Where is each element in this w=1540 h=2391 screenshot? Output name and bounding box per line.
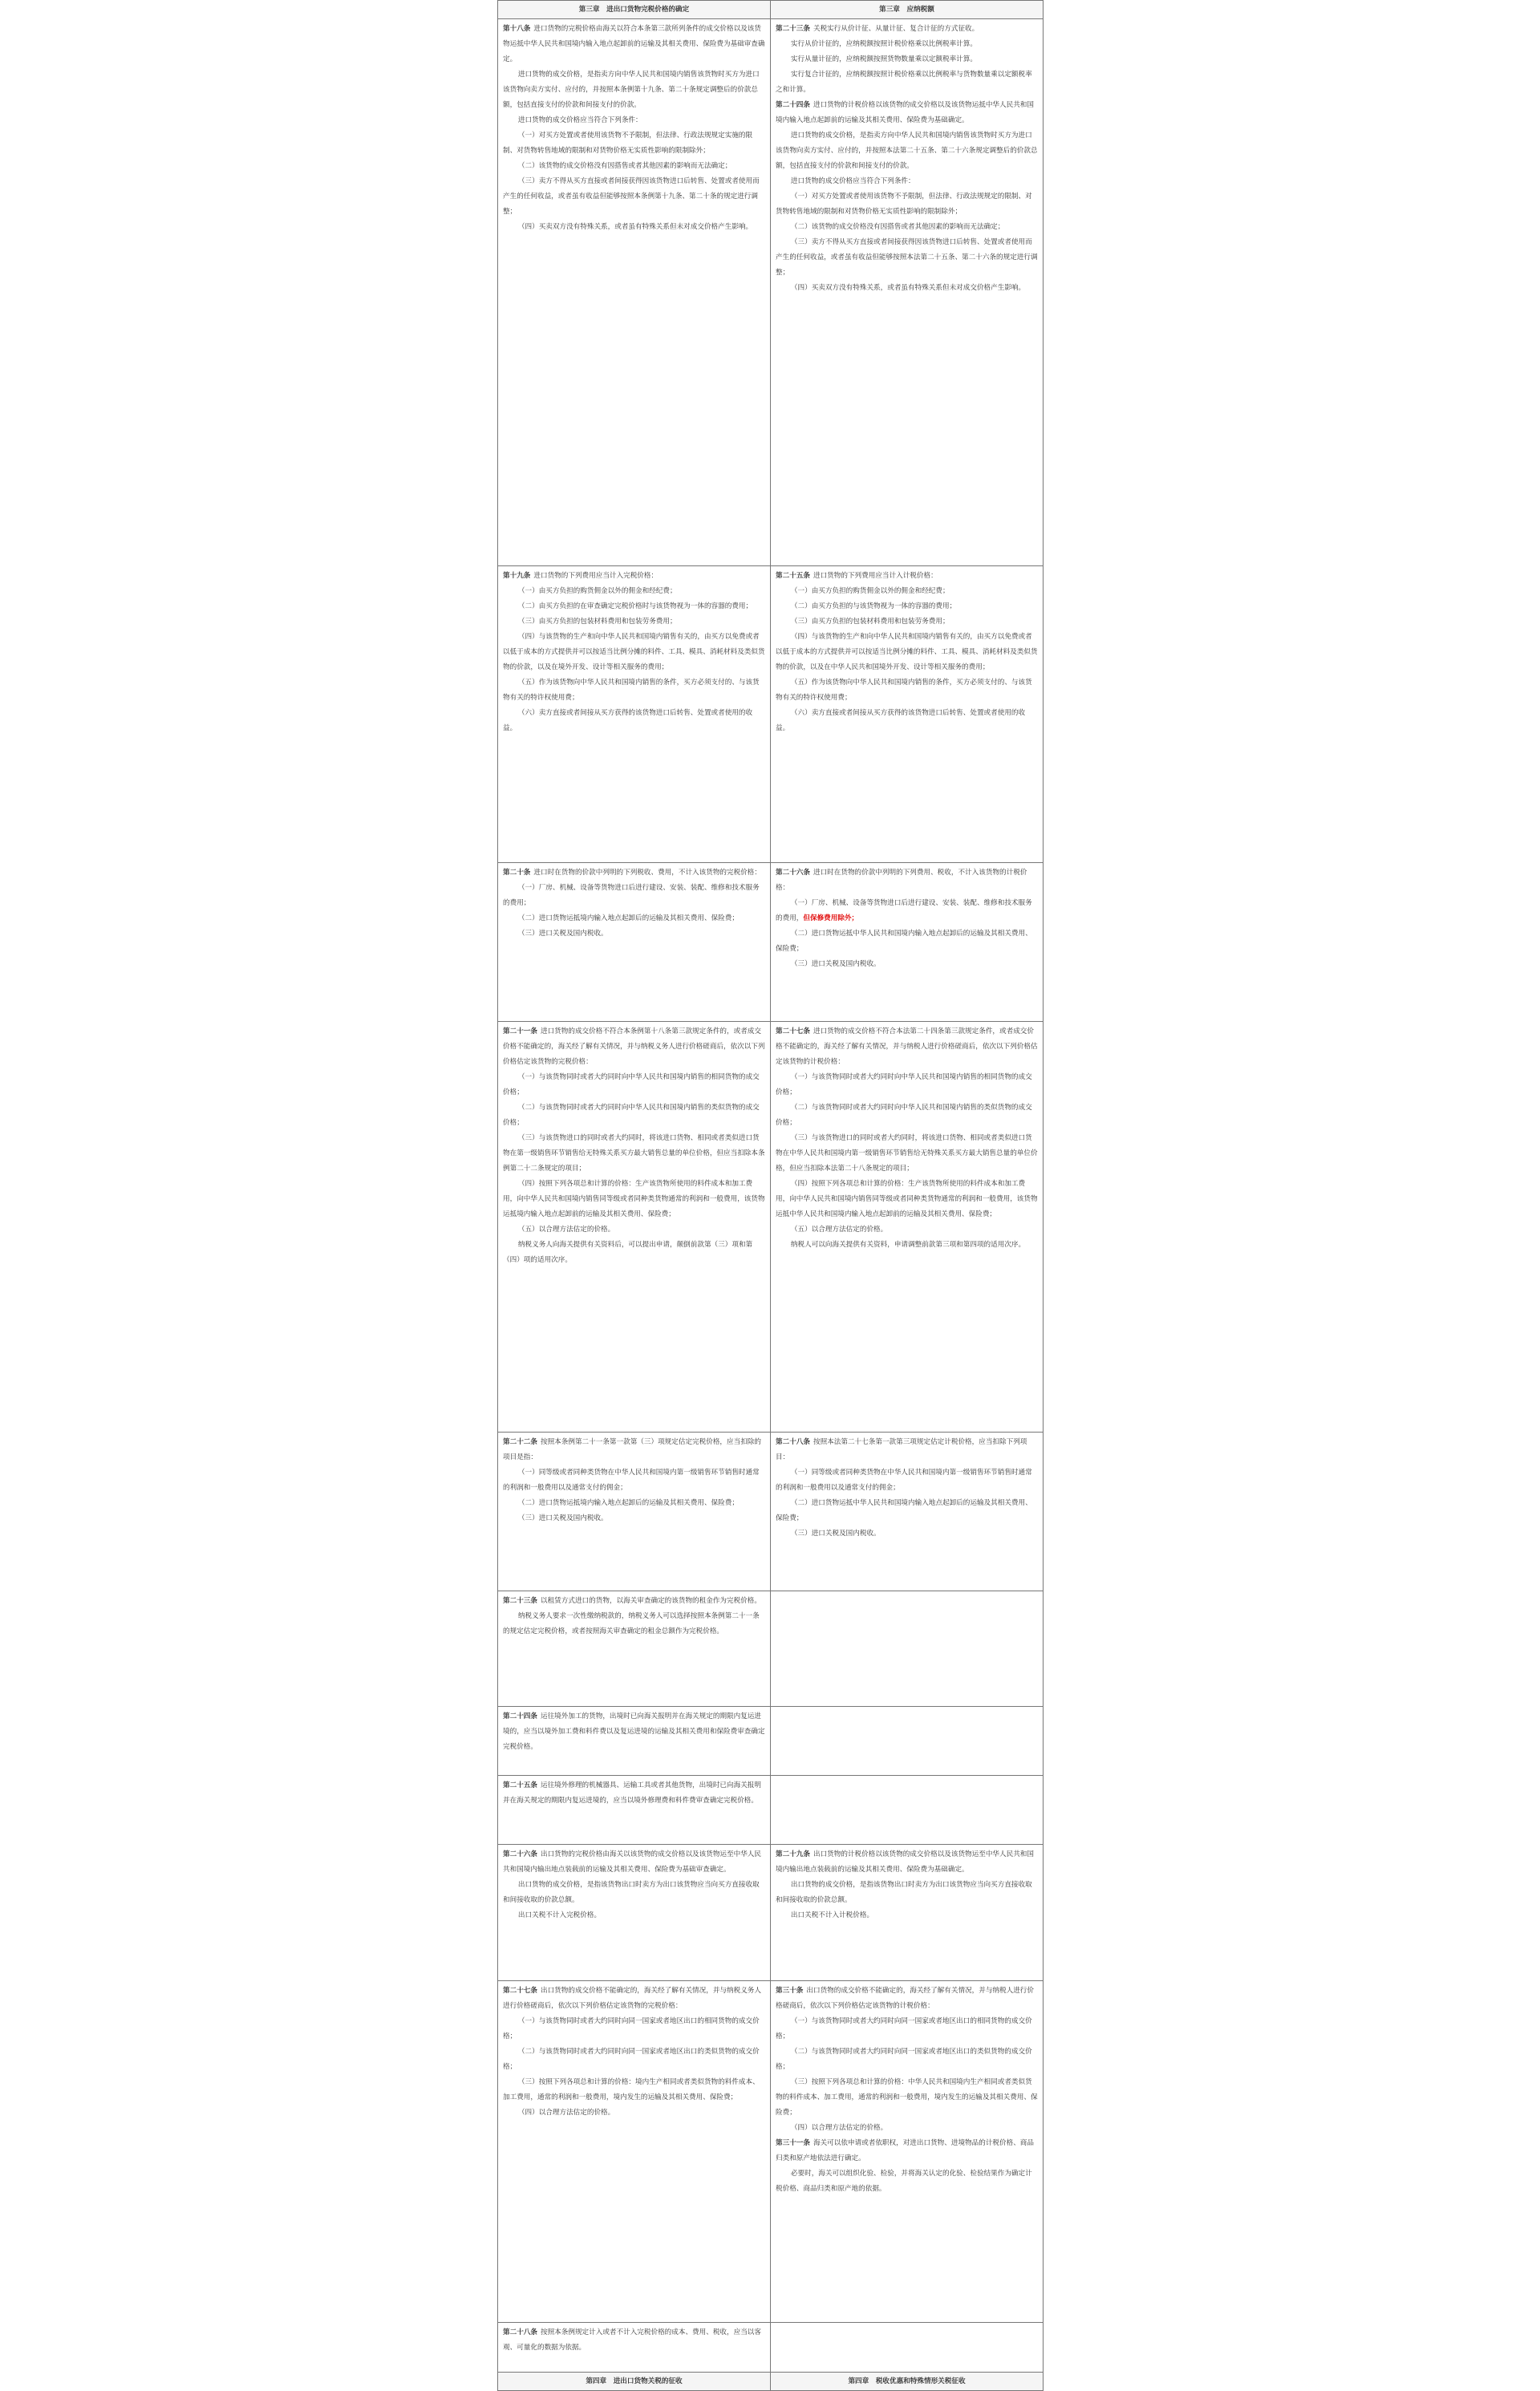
article-number: 第二十五条 [776, 572, 810, 580]
footer-right: 第四章 税收优惠和特殊情形关税征收 [771, 2373, 1044, 2391]
article-paragraph [503, 1435, 765, 1465]
paragraph-text: （二）与该货物同时或者大约同时向同一国家或者地区出口的类似货物的成交价格； [503, 2048, 760, 2071]
paragraph-text: （六）卖方直接或者间接从买方获得的该货物进口后转售、处置或者使用的收益。 [503, 709, 753, 732]
article-number: 第二十六条 [503, 1850, 537, 1858]
paragraph [503, 1238, 765, 1268]
paragraph-text: （四）以合理方法估定的价格。 [517, 2109, 615, 2117]
paragraph [503, 1609, 765, 1639]
right-cell [771, 566, 1044, 863]
paragraph-text: （四）以合理方法估定的价格。 [790, 2124, 888, 2132]
paragraph-text: （一）同等级或者同种类货物在中华人民共和国境内第一级销售环节销售时通常的利润和一般费用以及通常支付的佣金； [503, 1469, 760, 1492]
paragraph [503, 1465, 765, 1496]
right-cell [771, 19, 1044, 566]
paragraph [776, 1131, 1038, 1177]
paragraph [503, 630, 765, 675]
article-paragraph [503, 865, 765, 881]
article-paragraph [776, 22, 1038, 37]
paragraph-text: （四）按照下列各项总和计算的价格：生产该货物所使用的料件成本和加工费用，向中华人民共和国境内销售同等级或者同种类货物通常的利润和一般费用，该货物运抵境内输入地点起卸前的运输及其相关费用、保险费； [503, 1180, 765, 1218]
paragraph-text: 运往境外修理的机械器具、运输工具或者其他货物，出境时已向海关报明并在海关规定的期限内复运进境的，应当以境外修理费和料件费审查确定完税价格。 [503, 1781, 761, 1805]
table-row [498, 1707, 1044, 1776]
table-row [498, 1776, 1044, 1845]
paragraph-text: （一）厂房、机械、设备等货物进口后进行建设、安装、装配、维修和技术服务的费用， [776, 899, 1032, 922]
paragraph [776, 926, 1038, 957]
right-cell [771, 1707, 1044, 1776]
left-cell [498, 1845, 771, 1981]
paragraph [776, 957, 1038, 972]
paragraph [776, 220, 1038, 235]
paragraph-text: （二）进口货物运抵境内输入地点起卸后的运输及其相关费用、保险费； [517, 914, 739, 922]
left-cell [498, 566, 771, 863]
paragraph [776, 1526, 1038, 1542]
paragraph [503, 1511, 765, 1526]
highlighted-text: 但保修费用除外； [803, 914, 859, 922]
article-paragraph [503, 22, 765, 67]
paragraph-text: （五）作为该货物向中华人民共和国境内销售的条件，买方必须支付的、与该货物有关的特许权使用费； [503, 679, 760, 702]
paragraph-text: 进口货物的成交价格，是指卖方向中华人民共和国境内销售该货物时买方为进口该货物向卖方实付、应付的，并按照本条例第十九条、第二十条规定调整后的价款总额，包括直接支付的价款和间接支付的价款。 [503, 71, 760, 109]
paragraph-text: （四）与该货物的生产和向中华人民共和国境内销售有关的，由买方以免费或者以低于成本的方式提供并可以按适当比例分摊的料件、工具、模具、消耗材料及类似货物的价款，以及在中华人民共和国境外开发、设计等相关服务的费用； [776, 633, 1038, 671]
paragraph-text: 出口货物的成交价格不能确定的，海关经了解有关情况，并与纳税义务人进行价格磋商后，依次以下列价格估定该货物的完税价格： [503, 1987, 761, 2010]
left-cell [498, 1776, 771, 1845]
table-body [498, 19, 1044, 2373]
paragraph-text: 按照本条例规定计入或者不计入完税价格的成本、费用、税收，应当以客观、可量化的数据为依据。 [503, 2328, 761, 2352]
paragraph [503, 220, 765, 235]
table-row [498, 2323, 1044, 2373]
paragraph [776, 1465, 1038, 1496]
paragraph-text: （三）由买方负担的包装材料费用和包装劳务费用； [517, 618, 677, 626]
right-cell [771, 863, 1044, 1022]
comparison-table [497, 0, 1044, 2391]
paragraph [776, 1222, 1038, 1238]
paragraph [776, 52, 1038, 67]
paragraph [776, 584, 1038, 599]
paragraph [503, 2014, 765, 2045]
paragraph-text: 出口关税不计入计税价格。 [790, 1911, 874, 1919]
paragraph-text: 进口时在货物的价款中列明的下列税收、费用，不计入该货物的完税价格： [533, 869, 761, 877]
paragraph-text: 按照本条例第二十一条第一款第（三）项规定估定完税价格，应当扣除的项目是指： [503, 1438, 761, 1461]
article-paragraph [776, 569, 1038, 584]
paragraph-text: 进口货物的成交价格不符合本条例第十八条第三款规定条件的，或者成交价格不能确定的，海关经了解有关情况，并与纳税义务人进行价格磋商后，依次以下列价格估定该货物的完税价格： [503, 1027, 765, 1066]
article-paragraph [776, 98, 1038, 128]
paragraph [776, 1238, 1038, 1253]
paragraph [776, 599, 1038, 614]
article-paragraph [503, 1024, 765, 1070]
paragraph-text: 必要时，海关可以组织化验、检验，并将海关认定的化验、检验结果作为确定计税价格、商品归类和原产地的依据。 [776, 2170, 1032, 2193]
paragraph-text: （二）进口货物运抵中华人民共和国境内输入地点起卸后的运输及其相关费用、保险费； [776, 1499, 1032, 1522]
article-paragraph [503, 1984, 765, 2014]
paragraph-text: 出口货物的计税价格以该货物的成交价格以及该货物运至中华人民共和国境内输出地点装载前的运输及其相关费用、保险费为基础确定。 [776, 1850, 1034, 1874]
article-paragraph [503, 1594, 765, 1609]
paragraph [503, 2105, 765, 2121]
paragraph-text: （二）由买方负担的在审查确定完税价格时与该货物视为一体的容器的费用； [517, 602, 753, 610]
paragraph [503, 1070, 765, 1100]
left-cell [498, 19, 771, 566]
paragraph [503, 584, 765, 599]
paragraph-text: （四）与该货物的生产和向中华人民共和国境内销售有关的，由买方以免费或者以低于成本的方式提供并可以按适当比例分摊的料件、工具、模具、消耗材料及类似货物的价款，以及在境外开发、设计等相关服务的费用； [503, 633, 765, 671]
paragraph-text: （三）进口关税及国内税收。 [790, 960, 881, 968]
paragraph-text: （二）由买方负担的与该货物视为一体的容器的费用； [790, 602, 957, 610]
article-number: 第二十八条 [776, 1438, 810, 1446]
paragraph-text: （一）与该货物同时或者大约同时向中华人民共和国境内销售的相同货物的成交价格； [503, 1073, 760, 1096]
paragraph [503, 1878, 765, 1908]
paragraph-text: 纳税义务人向海关提供有关资料后，可以提出申请，颠倒前款第（三）项和第（四）项的适用次序。 [503, 1241, 753, 1264]
article-number: 第十九条 [503, 572, 531, 580]
comparison-table-wrapper [497, 0, 1043, 2391]
paragraph-text: 以租赁方式进口的货物，以海关审查确定的该货物的租金作为完税价格。 [540, 1597, 761, 1605]
paragraph [503, 926, 765, 942]
paragraph-text: 进口时在货物的价款中列明的下列费用、税收，不计入该货物的计税价格： [776, 869, 1027, 892]
right-cell [771, 1845, 1044, 1981]
paragraph-text: （一）同等级或者同种类货物在中华人民共和国境内第一级销售环节销售时通常的利润和一般费用以及通常支付的佣金； [776, 1469, 1032, 1492]
paragraph-text: 按照本法第二十七条第一款第三项规定估定计税价格，应当扣除下列项目： [776, 1438, 1027, 1461]
paragraph [776, 1908, 1038, 1923]
header-right: 第三章 应纳税额 [771, 1, 1044, 19]
table-row [498, 1022, 1044, 1433]
article-number: 第二十七条 [776, 1027, 810, 1035]
paragraph-text: （三）进口关税及国内税收。 [517, 930, 608, 938]
table-row [498, 1845, 1044, 1981]
paragraph-text: 海关可以依申请或者依职权，对进出口货物、进境物品的计税价格、商品归类和原产地依法进行确定。 [776, 2139, 1034, 2162]
table-row [498, 1591, 1044, 1707]
paragraph-text: （一）对买方处置或者使用该货物不予限制，但法律、行政法规规定实施的限制、对货物转售地域的限制和对货物价格无实质性影响的限制除外； [503, 132, 753, 155]
paragraph-text: 出口货物的完税价格由海关以该货物的成交价格以及该货物运至中华人民共和国境内输出地点装载前的运输及其相关费用、保险费为基础审查确定。 [503, 1850, 761, 1874]
article-number: 第三十条 [776, 1987, 804, 1995]
paragraph [503, 2075, 765, 2105]
paragraph-text: 出口货物的成交价格，是指该货物出口时卖方为出口该货物应当向买方直接收取和间接收取的价款总额。 [776, 1881, 1032, 1904]
paragraph [503, 911, 765, 926]
paragraph [776, 1100, 1038, 1131]
paragraph [503, 881, 765, 911]
left-cell [498, 2323, 771, 2373]
footer-left: 第四章 进出口货物关税的征收 [498, 2373, 771, 2391]
paragraph-text: 实行从价计征的，应纳税额按照计税价格乘以比例税率计算。 [790, 40, 977, 48]
article-paragraph [503, 1847, 765, 1878]
paragraph-text: （三）卖方不得从买方直接或者间接获得因该货物进口后转售、处置或者使用而产生的任何收益，或者虽有收益但能够按照本条例第十九条、第二十条的规定进行调整； [503, 177, 760, 216]
paragraph-text: （二）与该货物同时或者大约同时向同一国家或者地区出口的类似货物的成交价格； [776, 2048, 1032, 2071]
article-paragraph [776, 1847, 1038, 1878]
paragraph-text: （四）按照下列各项总和计算的价格：生产该货物所使用的料件成本和加工费用，向中华人民共和国境内销售同等级或者同种类货物通常的利润和一般费用，该货物运抵中华人民共和国境内输入地点起卸前的运输及其相关费用、保险费； [776, 1180, 1038, 1218]
paragraph [776, 675, 1038, 706]
paragraph-text: （五）以合理方法估定的价格。 [790, 1226, 888, 1234]
paragraph-text: （五）作为该货物向中华人民共和国境内销售的条件，买方必须支付的、与该货物有关的特许权使用费； [776, 679, 1032, 702]
paragraph-text: 进口货物的完税价格由海关以符合本条第三款所列条件的成交价格以及该货物运抵中华人民共和国境内输入地点起卸前的运输及其相关费用、保险费为基础审查确定。 [503, 25, 765, 63]
article-number: 第三十一条 [776, 2139, 810, 2147]
paragraph [776, 37, 1038, 52]
paragraph [776, 189, 1038, 220]
paragraph-text: （三）与该货物进口的同时或者大约同时，将该进口货物、相同或者类似进口货物在第一级销售环节销售给无特殊关系买方最大销售总量的单位价格，但应当扣除本条例第二十二条规定的项目； [503, 1134, 765, 1173]
paragraph-text: （三）卖方不得从买方直接或者间接获得因该货物进口后转售、处置或者使用而产生的任何收益，或者虽有收益但能够按照本法第二十五条、第二十六条的规定进行调整； [776, 238, 1038, 277]
paragraph [776, 174, 1038, 189]
paragraph [776, 614, 1038, 630]
table-row [498, 566, 1044, 863]
paragraph [776, 67, 1038, 98]
chapter-footer-row [498, 2373, 1044, 2391]
paragraph-text: 关税实行从价计征、从量计征、复合计征的方式征收。 [813, 25, 979, 33]
paragraph [776, 1878, 1038, 1908]
article-paragraph [503, 2325, 765, 2356]
paragraph-text: （五）以合理方法估定的价格。 [517, 1226, 615, 1234]
article-number: 第二十五条 [503, 1781, 537, 1789]
article-number: 第二十六条 [776, 869, 810, 877]
article-number: 第二十四条 [776, 101, 810, 109]
paragraph-text: （一）与该货物同时或者大约同时向同一国家或者地区出口的相同货物的成交价格； [503, 2017, 760, 2040]
paragraph [503, 1177, 765, 1222]
paragraph-text: （一）与该货物同时或者大约同时向同一国家或者地区出口的相同货物的成交价格； [776, 2017, 1032, 2040]
paragraph [503, 614, 765, 630]
paragraph [776, 281, 1038, 296]
paragraph-text: （二）该货物的成交价格没有因搭售或者其他因素的影响而无法确定； [790, 223, 1005, 231]
paragraph-text: 实行复合计征的，应纳税额按照计税价格乘以比例税率与货物数量乘以定额税率之和计算。 [776, 71, 1032, 94]
paragraph-text: 出口货物的成交价格不能确定的，海关经了解有关情况，并与纳税人进行价格磋商后，依次以下列价格估定该货物的计税价格： [776, 1987, 1034, 2010]
paragraph [776, 630, 1038, 675]
paragraph-text: 进口货物的计税价格以该货物的成交价格以及该货物运抵中华人民共和国境内输入地点起卸前的运输及其相关费用、保险费为基础确定。 [776, 101, 1034, 124]
paragraph-text: （三）按照下列各项总和计算的价格：中华人民共和国境内生产相同或者类似货物的料件成本、加工费用，通常的利润和一般费用，境内发生的运输及其相关费用、保险费； [776, 2078, 1038, 2117]
paragraph [776, 706, 1038, 736]
paragraph-text: （四）买卖双方没有特殊关系，或者虽有特殊关系但未对成交价格产生影响。 [790, 284, 1026, 292]
paragraph-text: （一）对买方处置或者使用该货物不予限制，但法律、行政法规规定的限制、对货物转售地域的限制和对货物价格无实质性影响的限制除外； [776, 192, 1032, 216]
article-number: 第二十七条 [503, 1987, 537, 1995]
paragraph [503, 174, 765, 220]
paragraph-text: 出口关税不计入完税价格。 [517, 1911, 602, 1919]
paragraph [503, 1131, 765, 1177]
right-cell [771, 1981, 1044, 2323]
right-cell [771, 1022, 1044, 1433]
paragraph [503, 1908, 765, 1923]
table-row [498, 863, 1044, 1022]
table-row [498, 1981, 1044, 2323]
paragraph-text: （三）进口关税及国内税收。 [517, 1514, 608, 1522]
article-paragraph [776, 1435, 1038, 1465]
article-paragraph [503, 1709, 765, 1755]
left-cell [498, 1022, 771, 1433]
paragraph-text: 进口货物的下列费用应当计入完税价格： [533, 572, 659, 580]
article-number: 第二十九条 [776, 1850, 810, 1858]
left-cell [498, 1981, 771, 2323]
article-number: 第二十一条 [503, 1027, 537, 1035]
paragraph [776, 2075, 1038, 2121]
article-paragraph [776, 1984, 1038, 2014]
article-number: 第十八条 [503, 25, 531, 33]
paragraph-text: （二）进口货物运抵中华人民共和国境内输入地点起卸后的运输及其相关费用、保险费； [776, 930, 1032, 953]
paragraph [776, 896, 1038, 926]
left-cell [498, 863, 771, 1022]
paragraph [503, 706, 765, 736]
paragraph-text: 纳税义务人要求一次性缴纳税款的，纳税义务人可以选择按照本条例第二十一条的规定估定完税价格，或者按照海关审查确定的租金总额作为完税价格。 [503, 1612, 760, 1635]
paragraph [776, 1496, 1038, 1526]
article-paragraph [776, 1024, 1038, 1070]
paragraph-text: （三）按照下列各项总和计算的价格：境内生产相同或者类似货物的料件成本、加工费用，通常的利润和一般费用，境内发生的运输及其相关费用、保险费； [503, 2078, 760, 2101]
paragraph [503, 1222, 765, 1238]
paragraph-text: 进口货物的成交价格，是指卖方向中华人民共和国境内销售该货物时买方为进口该货物向卖方实付、应付的，并按照本法第二十五条、第二十六条规定调整后的价款总额，包括直接支付的价款和间接支付的价款。 [776, 132, 1038, 170]
right-cell [771, 2323, 1044, 2373]
paragraph-text: 进口货物的成交价格应当符合下列条件： [790, 177, 915, 185]
paragraph [776, 235, 1038, 281]
paragraph-text: （一）厂房、机械、设备等货物进口后进行建设、安装、装配、维修和技术服务的费用； [503, 884, 760, 907]
chapter-header-row [498, 1, 1044, 19]
paragraph [503, 159, 765, 174]
paragraph [776, 2014, 1038, 2045]
paragraph [776, 2045, 1038, 2075]
article-number: 第二十条 [503, 869, 531, 877]
left-cell [498, 1591, 771, 1707]
paragraph [503, 1100, 765, 1131]
paragraph [503, 2045, 765, 2075]
paragraph [503, 599, 765, 614]
paragraph-text: 进口货物的成交价格应当符合下列条件： [517, 116, 642, 124]
article-paragraph [503, 1778, 765, 1809]
paragraph [776, 1177, 1038, 1222]
paragraph-text: 纳税人可以向海关提供有关资料，申请调整前款第三项和第四项的适用次序。 [790, 1241, 1026, 1249]
paragraph-text: 实行从量计征的，应纳税额按照货物数量乘以定额税率计算。 [790, 55, 977, 63]
right-cell [771, 1433, 1044, 1591]
paragraph-text: （二）进口货物运抵境内输入地点起卸后的运输及其相关费用、保险费； [517, 1499, 739, 1507]
table-row [498, 1433, 1044, 1591]
paragraph-text: （三）与该货物进口的同时或者大约同时，将该进口货物、相同或者类似进口货物在中华人民共和国境内第一级销售环节销售给无特殊关系买方最大销售总量的单位价格，但应当扣除本法第二十八条规定的项目； [776, 1134, 1038, 1173]
paragraph [776, 2166, 1038, 2197]
paragraph [503, 113, 765, 128]
paragraph-text: （一）与该货物同时或者大约同时向中华人民共和国境内销售的相同货物的成交价格； [776, 1073, 1032, 1096]
paragraph-text: （三）进口关税及国内税收。 [790, 1530, 881, 1538]
paragraph-text: （二）与该货物同时或者大约同时向中华人民共和国境内销售的类似货物的成交价格； [503, 1104, 760, 1127]
article-paragraph [776, 865, 1038, 896]
paragraph-text: （一）由买方负担的购货佣金以外的佣金和经纪费； [517, 587, 677, 595]
article-paragraph [776, 2136, 1038, 2166]
article-paragraph [503, 569, 765, 584]
paragraph-text: 运往境外加工的货物，出境时已向海关报明并在海关规定的期限内复运进境的，应当以境外加工费和料件费以及复运进境的运输及其相关费用和保险费审查确定完税价格。 [503, 1712, 765, 1751]
paragraph-text: （二）该货物的成交价格没有因搭售或者其他因素的影响而无法确定； [517, 162, 732, 170]
paragraph [776, 1070, 1038, 1100]
table-row [498, 19, 1044, 566]
paragraph-text: （三）由买方负担的包装材料费用和包装劳务费用； [790, 618, 950, 626]
paragraph [503, 67, 765, 113]
article-number: 第二十四条 [503, 1712, 537, 1720]
paragraph-text: 进口货物的下列费用应当计入计税价格： [813, 572, 938, 580]
article-number: 第二十八条 [503, 2328, 537, 2336]
right-cell [771, 1776, 1044, 1845]
paragraph-text: （四）买卖双方没有特殊关系，或者虽有特殊关系但未对成交价格产生影响。 [517, 223, 753, 231]
left-cell [498, 1433, 771, 1591]
paragraph [776, 128, 1038, 174]
header-left: 第三章 进出口货物完税价格的确定 [498, 1, 771, 19]
paragraph [503, 1496, 765, 1511]
article-number: 第二十三条 [776, 25, 810, 33]
paragraph-text: 进口货物的成交价格不符合本法第二十四条第三款规定条件，或者成交价格不能确定的，海关经了解有关情况，并与纳税人进行价格磋商后，依次以下列价格估定该货物的计税价格： [776, 1027, 1038, 1066]
paragraph-text: 出口货物的成交价格，是指该货物出口时卖方为出口该货物应当向买方直接收取和间接收取的价款总额。 [503, 1881, 760, 1904]
left-cell [498, 1707, 771, 1776]
paragraph-text: （一）由买方负担的购货佣金以外的佣金和经纪费； [790, 587, 950, 595]
article-number: 第二十三条 [503, 1597, 537, 1605]
right-cell [771, 1591, 1044, 1707]
paragraph [503, 675, 765, 706]
paragraph [776, 2121, 1038, 2136]
paragraph [503, 128, 765, 159]
paragraph-text: （六）卖方直接或者间接从买方获得的该货物进口后转售、处置或者使用的收益。 [776, 709, 1026, 732]
paragraph-text: （二）与该货物同时或者大约同时向中华人民共和国境内销售的类似货物的成交价格； [776, 1104, 1032, 1127]
article-number: 第二十二条 [503, 1438, 537, 1446]
